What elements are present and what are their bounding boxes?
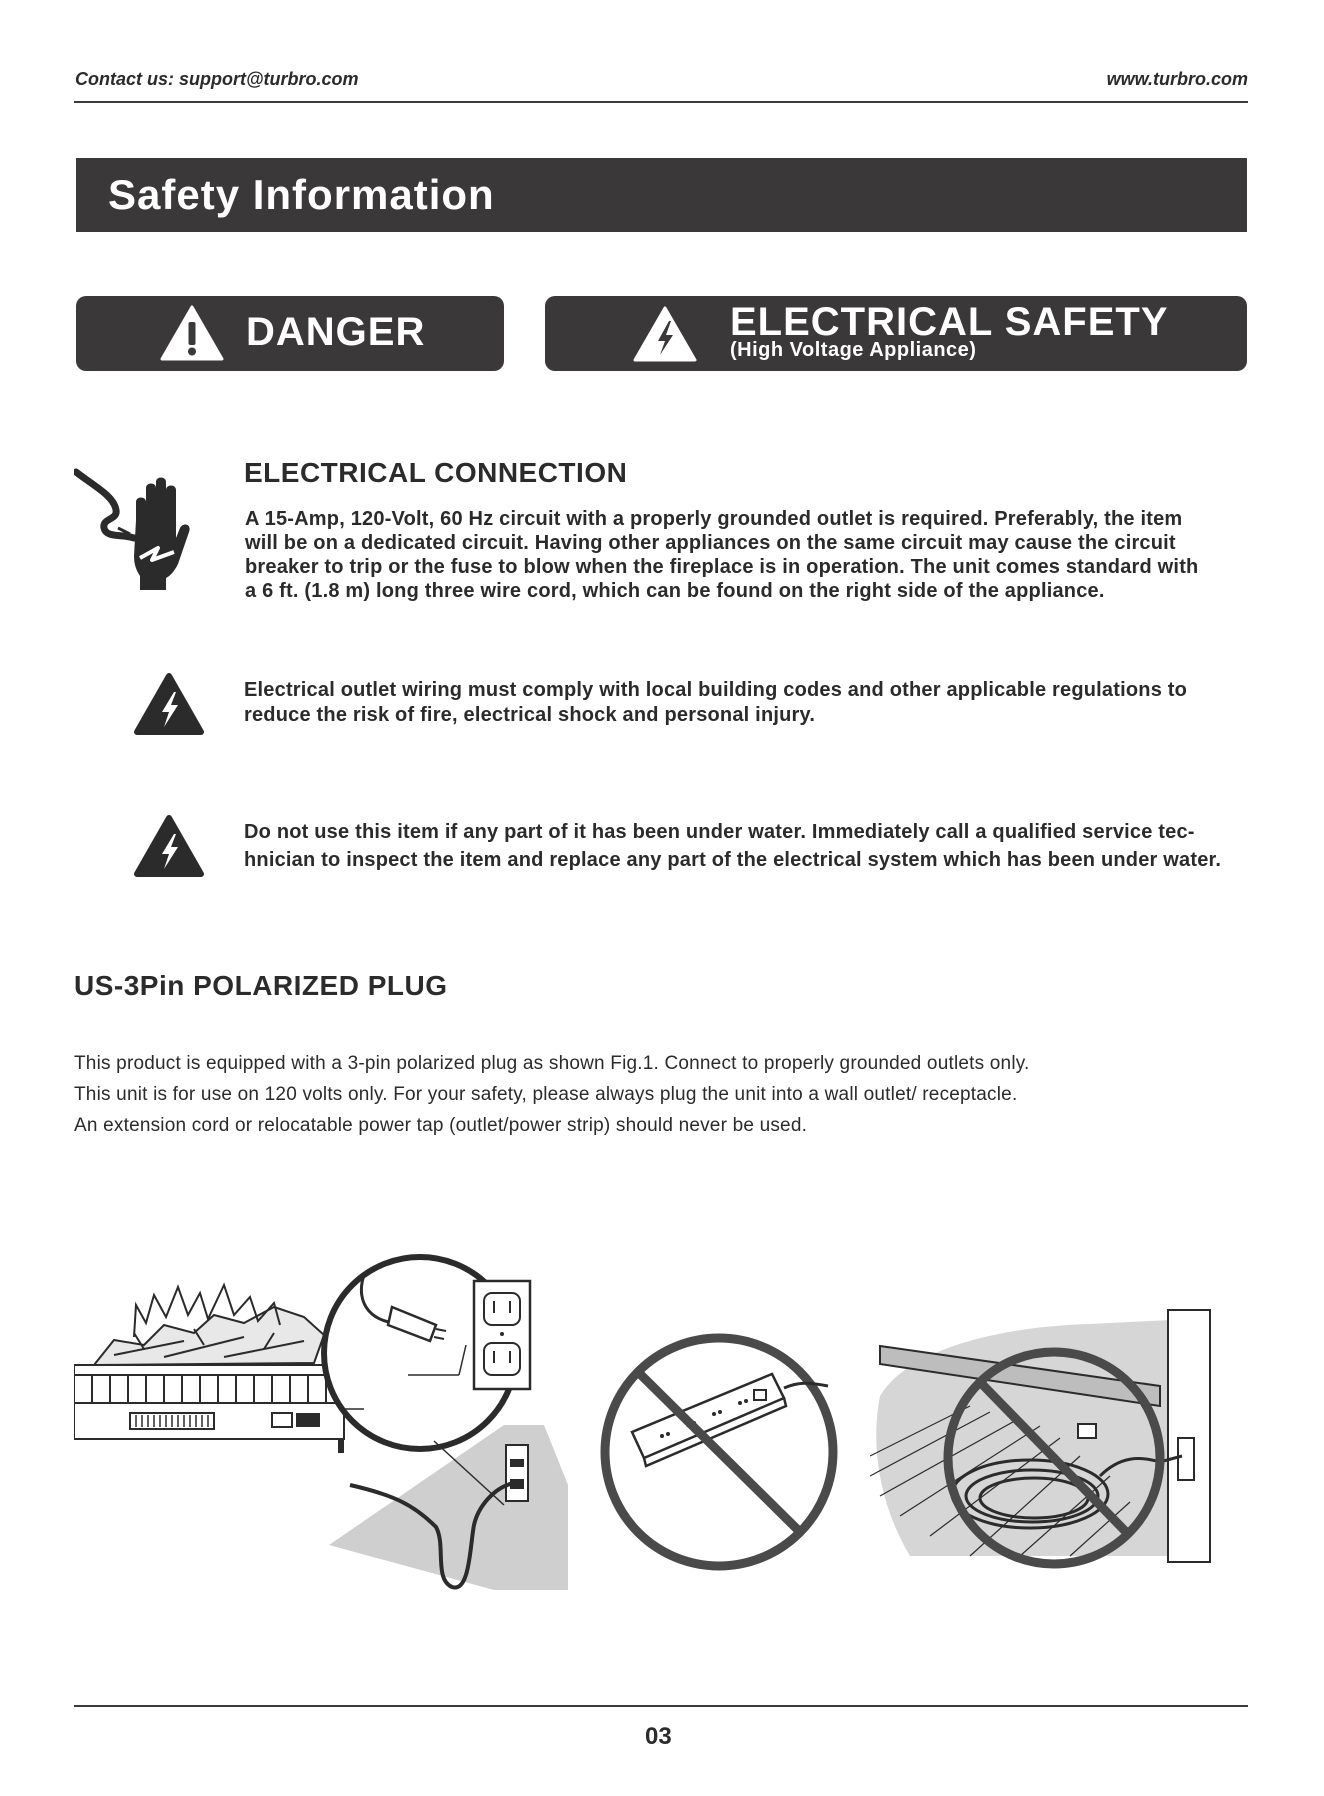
page-number: 03 bbox=[645, 1723, 672, 1750]
plug-text bbox=[74, 1048, 1254, 1141]
danger-label: DANGER bbox=[246, 310, 426, 354]
electric-shock-hand-icon bbox=[74, 468, 204, 594]
warning-line: Do not use this item if any part of it has been under water. Immediately call a qualified service tec- bbox=[244, 821, 1195, 843]
danger-banner bbox=[76, 296, 504, 371]
plug-line: This unit is for use on 120 volts only. For your safety, please always plug the unit into a wall outlet/ receptacle. bbox=[74, 1084, 1018, 1105]
electrical-safety-subtitle: (High Voltage Appliance) bbox=[730, 339, 977, 361]
fireplace-plugged-illustration bbox=[74, 1245, 574, 1590]
electrical-safety-title: ELECTRICAL SAFETY bbox=[730, 300, 1169, 344]
electrical-connection-line: A 15-Amp, 120-Volt, 60 Hz circuit with a properly grounded outlet is required. Preferably, the item bbox=[245, 508, 1183, 530]
warning-line: hnician to inspect the item and replace any part of the electrical system which has been under water. bbox=[244, 849, 1222, 871]
plug-heading: US-3Pin POLARIZED PLUG bbox=[74, 970, 448, 1001]
electrical-connection-text bbox=[245, 507, 1249, 603]
warning-line: reduce the risk of fire, electrical shock and personal injury. bbox=[244, 704, 816, 726]
page-title: Safety Information bbox=[76, 158, 1247, 232]
no-cord-under-furniture-illustration bbox=[870, 1306, 1250, 1586]
plug-line: This product is equipped with a 3-pin polarized plug as shown Fig.1. Connect to properly grounded outlets only. bbox=[74, 1053, 1030, 1074]
header-contact: Contact us: support@turbro.com bbox=[75, 69, 359, 89]
warning-wiring-text bbox=[244, 678, 1248, 728]
footer-rule bbox=[74, 1705, 1248, 1707]
electrical-connection-line: breaker to trip or the fuse to blow when the fireplace is in operation. The unit comes standard with bbox=[245, 556, 1199, 578]
exclamation-triangle-icon bbox=[160, 304, 224, 362]
no-power-strip-illustration bbox=[598, 1332, 840, 1572]
header-rule bbox=[74, 101, 1248, 103]
electrical-connection-heading: ELECTRICAL CONNECTION bbox=[244, 457, 628, 488]
header-website: www.turbro.com bbox=[1106, 69, 1248, 89]
electrical-safety-banner bbox=[545, 296, 1247, 371]
plug-line: An extension cord or relocatable power tap (outlet/power strip) should never be used. bbox=[74, 1115, 808, 1136]
warning-water-text bbox=[244, 818, 1250, 874]
electrical-connection-line: a 6 ft. (1.8 m) long three wire cord, which can be found on the right side of the appliance. bbox=[245, 580, 1105, 602]
high-voltage-warning-icon bbox=[133, 672, 205, 736]
warning-line: Electrical outlet wiring must comply with local building codes and other applicable regulations to bbox=[244, 679, 1188, 701]
high-voltage-warning-icon bbox=[133, 814, 205, 878]
high-voltage-triangle-icon bbox=[633, 305, 697, 363]
electrical-connection-line: will be on a dedicated circuit. Having other appliances on the same circuit may cause the circuit bbox=[245, 532, 1176, 554]
